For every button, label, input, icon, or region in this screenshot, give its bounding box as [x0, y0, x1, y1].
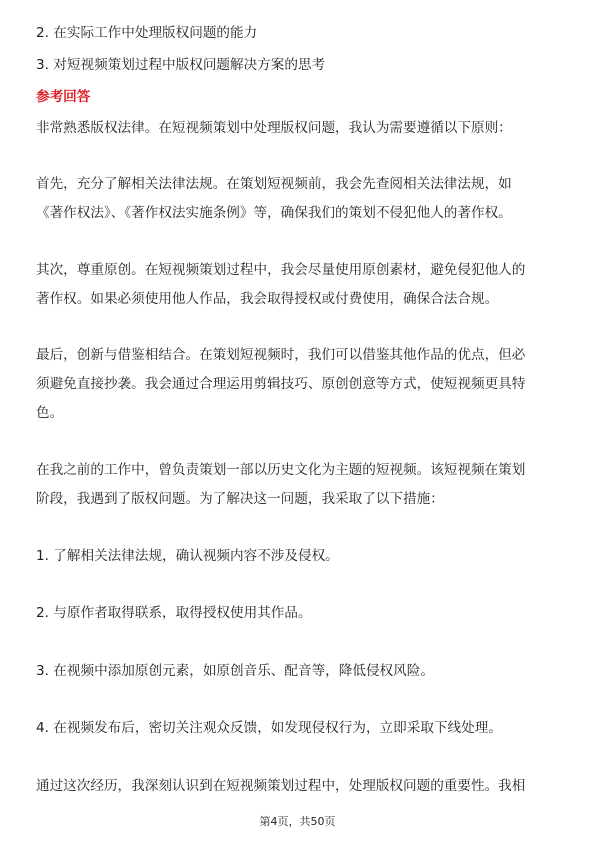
paragraph-2-line-2: 著作权。如果必须使用他人作品，我会取得授权或付费使用，确保合法合规。: [36, 291, 499, 307]
step-4: 4. 在视频发布后，密切关注观众反馈，如发现侵权行为，立即采取下线处理。: [36, 720, 502, 736]
paragraph-1-line-1: 首先，充分了解相关法律法规。在策划短视频前，我会先查阅相关法律法规，如: [36, 176, 512, 192]
page-number-footer: 第4页，共50页: [259, 815, 336, 828]
question-2: 2. 在实际工作中处理版权问题的能力: [36, 25, 258, 41]
question-3: 3. 对短视频策划过程中版权问题解决方案的思考: [36, 57, 326, 73]
step-2: 2. 与原作者取得联系，取得授权使用其作品。: [36, 605, 312, 621]
paragraph-4-line-2: 阶段，我遇到了版权问题。为了解决这一问题，我采取了以下措施：: [36, 491, 444, 507]
paragraph-2-line-1: 其次，尊重原创。在短视频策划过程中，我会尽量使用原创素材，避免侵犯他人的: [36, 262, 526, 278]
step-3: 3. 在视频中添加原创元素，如原创音乐、配音等，降低侵权风险。: [36, 663, 434, 679]
paragraph-3-line-1: 最后，创新与借鉴相结合。在策划短视频时，我们可以借鉴其他作品的优点，但必: [36, 347, 526, 363]
paragraph-1-line-2: 《著作权法》、《著作权法实施条例》等，确保我们的策划不侵犯他人的著作权。: [36, 205, 512, 221]
paragraph-3-line-2: 须避免直接抄袭。我会通过合理运用剪辑技巧、原创创意等方式，使短视频更具特: [36, 376, 526, 392]
answer-intro: 非常熟悉版权法律。在短视频策划中处理版权问题，我认为需要遵循以下原则：: [36, 120, 512, 136]
paragraph-4-line-1: 在我之前的工作中，曾负责策划一部以历史文化为主题的短视频。该短视频在策划: [36, 462, 526, 478]
paragraph-3-line-3: 色。: [36, 405, 64, 421]
step-1: 1. 了解相关法律法规，确认视频内容不涉及侵权。: [36, 548, 339, 564]
paragraph-5-line-1: 通过这次经历，我深刻认识到在短视频策划过程中，处理版权问题的重要性。我相: [36, 778, 526, 794]
answer-heading: 参考回答: [36, 89, 91, 105]
